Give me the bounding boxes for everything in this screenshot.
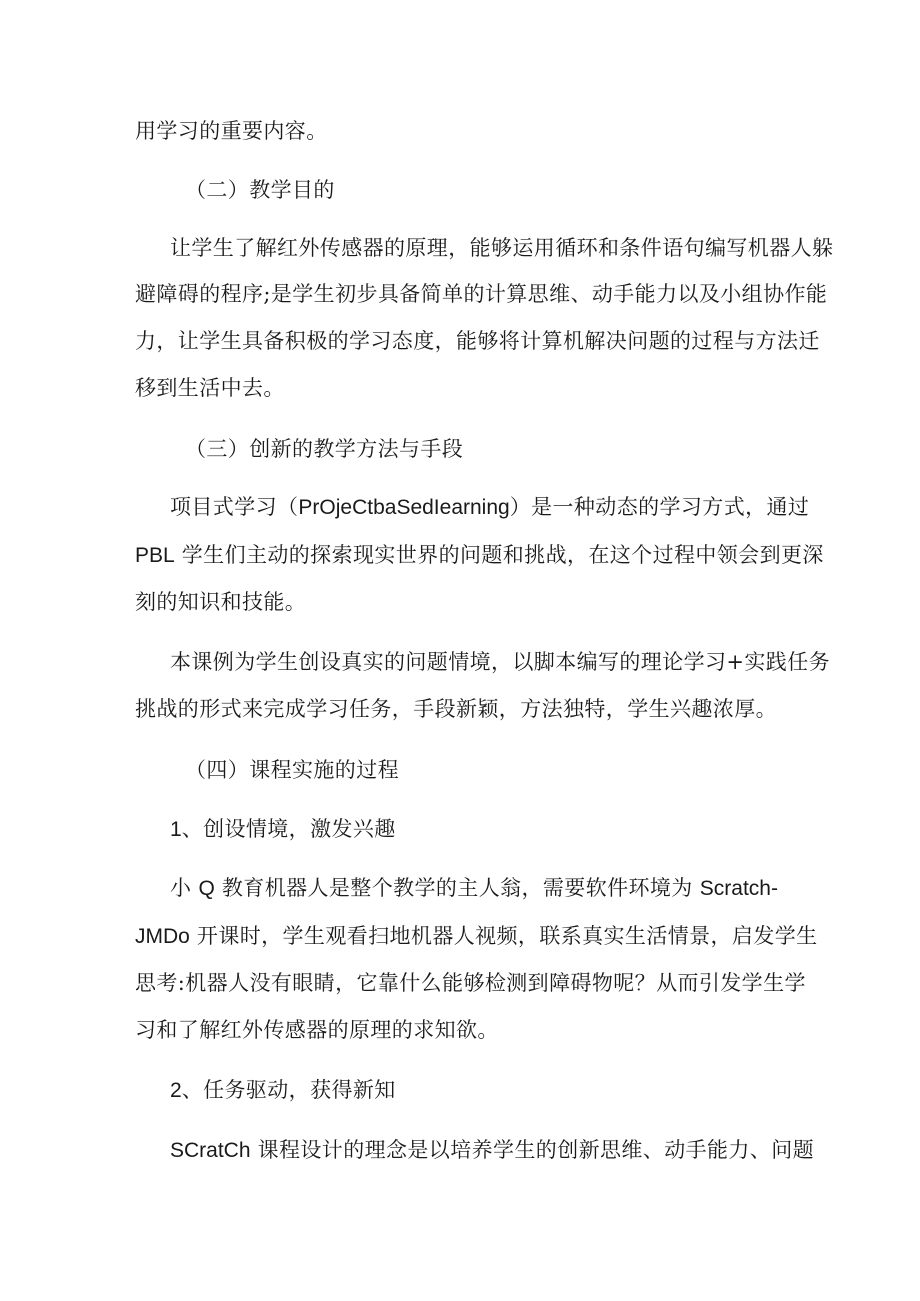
text-run: Scratch- xyxy=(699,877,778,900)
paragraph-line xyxy=(170,1136,814,1165)
paragraph-line: 思考:机器人没有眼睛，它靠什么能够检测到障碍物呢？从而引发学生学 xyxy=(135,971,806,995)
paragraph-line xyxy=(170,874,778,903)
text-run: 2 xyxy=(170,1079,182,1102)
text-run: 课程设计的理念是以培养学生的创新思维、动手能力、问题 xyxy=(257,1138,815,1162)
text-run: 开课时，学生观看扫地机器人视频，联系真实生活情景，启发学生 xyxy=(196,924,818,948)
text-run: JMDo xyxy=(135,925,190,948)
section-heading: （四）课程实施的过程 xyxy=(185,758,399,782)
paragraph-line: 力，让学生具备积极的学习态度，能够将计算机解决问题的过程与方法迁 xyxy=(135,329,820,353)
paragraph-line: 刻的知识和技能。 xyxy=(135,590,307,614)
paragraph-line xyxy=(135,922,818,951)
paragraph-line: 习和了解红外传感器的原理的求知欲。 xyxy=(135,1018,499,1042)
text-run: PrOjeCtbaSedIearning xyxy=(298,496,510,519)
text-run: Q xyxy=(198,877,215,900)
text-run: 、创设情境，激发兴趣 xyxy=(181,817,396,841)
subsection-heading xyxy=(170,815,396,844)
text-run: ）是一种动态的学习方式，通过 xyxy=(509,495,810,519)
text-run: 小 xyxy=(170,876,192,900)
text-run: 学生们主动的探索现实世界的问题和挑战，在这个过程中领会到更深 xyxy=(181,543,824,567)
paragraph-line xyxy=(170,493,809,522)
paragraph-line: 本课例为学生创设真实的问题情境，以脚本编写的理论学习+实践任务 xyxy=(170,650,830,674)
text-run: SCratCh xyxy=(170,1139,251,1162)
text-run: 、任务驱动，获得新知 xyxy=(181,1078,396,1102)
paragraph-line: 移到生活中去。 xyxy=(135,376,285,400)
section-heading: （三）创新的教学方法与手段 xyxy=(185,437,464,461)
paragraph-line: 挑战的形式来完成学习任务，手段新颖，方法独特，学生兴趣浓厚。 xyxy=(135,697,777,721)
paragraph-line xyxy=(135,541,824,570)
text-run: 教育机器人是整个教学的主人翁，需要软件环境为 xyxy=(221,876,693,900)
text-run: 1 xyxy=(170,818,182,841)
text-run: PBL xyxy=(135,544,175,567)
paragraph-line: 用学习的重要内容。 xyxy=(135,119,328,143)
paragraph-line: 让学生了解红外传感器的原理，能够运用循环和条件语句编写机器人躲 xyxy=(170,236,834,260)
subsection-heading xyxy=(170,1076,396,1105)
text-run: 项目式学习（ xyxy=(170,495,299,519)
paragraph-line: 避障碍的程序;是学生初步具备简单的计算思维、动手能力以及小组协作能 xyxy=(135,282,828,306)
section-heading: （二）教学目的 xyxy=(185,178,335,202)
